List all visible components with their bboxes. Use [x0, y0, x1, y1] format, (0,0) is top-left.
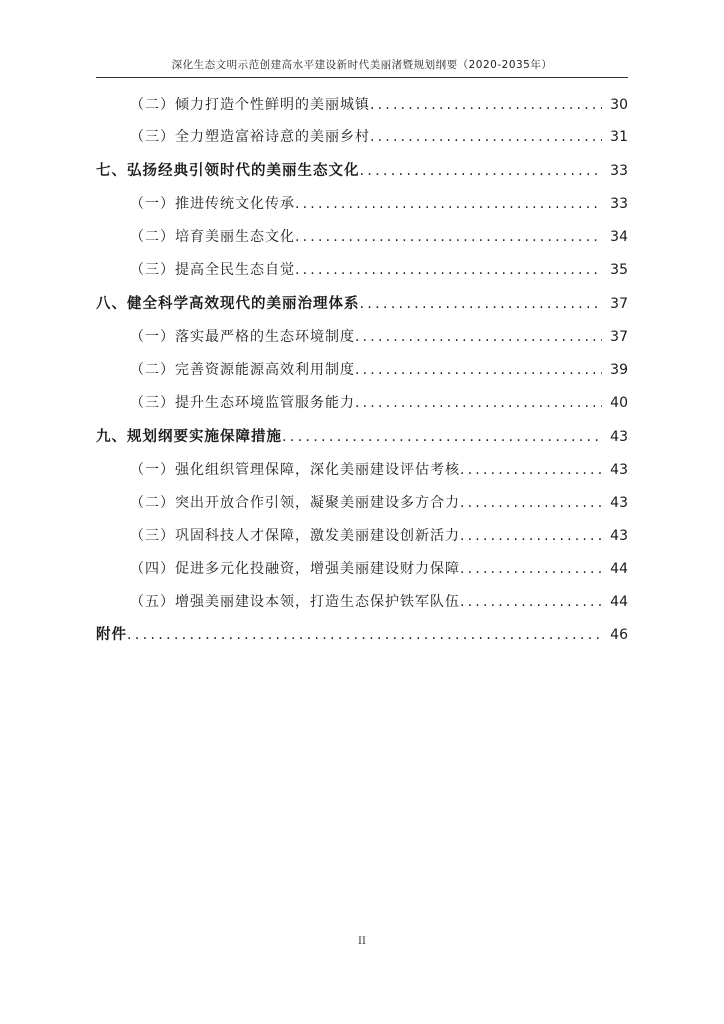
toc-dot-leader: [460, 492, 602, 514]
toc-dot-leader: [370, 94, 602, 116]
toc-entry-label: （四）促进多元化投融资，增强美丽建设财力保障: [130, 561, 460, 577]
toc-entry[interactable]: [130, 259, 628, 281]
toc-entry-page: 44: [610, 594, 628, 610]
toc-dot-leader: [282, 426, 602, 448]
toc-dot-leader: [360, 293, 603, 315]
toc-entry-page: 39: [610, 362, 628, 378]
toc-entry[interactable]: [130, 94, 628, 116]
page-number: II: [358, 936, 366, 947]
toc-entry-label: （二）倾力打造个性鲜明的美丽城镇: [130, 97, 370, 113]
toc-entry-page: 37: [610, 329, 628, 345]
toc-entry[interactable]: [130, 126, 628, 148]
toc-entry-label: （三）全力塑造富裕诗意的美丽乡村: [130, 129, 370, 145]
toc-dot-leader: [295, 259, 602, 281]
toc-entry-page: 43: [610, 495, 628, 511]
toc-entry[interactable]: [130, 193, 628, 215]
toc-entry-page: 40: [610, 395, 628, 411]
toc-dot-leader: [460, 591, 602, 613]
toc-entry-label: （二）完善资源能源高效利用制度: [130, 362, 355, 378]
toc-entry-page: 46: [610, 627, 628, 643]
toc-entry[interactable]: [130, 359, 628, 381]
toc-entry-page: 30: [610, 97, 628, 113]
toc-entry-label: （一）推进传统文化传承: [130, 196, 295, 212]
toc-dot-leader: [370, 126, 602, 148]
toc-dot-leader: [355, 392, 602, 414]
toc-entry-label: （三）巩固科技人才保障，激发美丽建设创新活力: [130, 528, 460, 544]
toc-entry-page: 37: [610, 296, 628, 312]
toc-entry-label: （一）落实最严格的生态环境制度: [130, 329, 355, 345]
toc-entry-page: 44: [610, 561, 628, 577]
toc-dot-leader: [460, 459, 602, 481]
toc-entry-page: 43: [610, 429, 628, 445]
toc-entry-label: （二）突出开放合作引领，凝聚美丽建设多方合力: [130, 495, 460, 511]
toc-entry[interactable]: [130, 226, 628, 248]
toc-dot-leader: [127, 624, 602, 646]
toc-chapter-entry[interactable]: [96, 426, 628, 448]
toc-dot-leader: [295, 193, 602, 215]
toc-entry-label: 八、健全科学高效现代的美丽治理体系: [96, 296, 360, 312]
toc-dot-leader: [355, 359, 602, 381]
toc-entry-page: 35: [610, 262, 628, 278]
toc-dot-leader: [460, 558, 602, 580]
toc-entry-label: 九、规划纲要实施保障措施: [96, 429, 282, 445]
toc-entry[interactable]: [130, 392, 628, 414]
toc-entry[interactable]: [130, 492, 628, 514]
toc-entry-label: （一）强化组织管理保障，深化美丽建设评估考核: [130, 462, 460, 478]
toc-dot-leader: [360, 160, 603, 182]
toc-chapter-entry[interactable]: [96, 293, 628, 315]
toc-entry-label: 七、弘扬经典引领时代的美丽生态文化: [96, 163, 360, 179]
toc-entry-page: 33: [610, 196, 628, 212]
toc-entry-page: 31: [610, 129, 628, 145]
toc-chapter-entry[interactable]: [96, 160, 628, 182]
toc-entry-label: 附件: [96, 627, 127, 643]
toc-dot-leader: [355, 326, 602, 348]
toc-appendix-entry[interactable]: [96, 624, 628, 646]
toc-dot-leader: [295, 226, 602, 248]
toc-entry-page: 43: [610, 462, 628, 478]
toc-entry[interactable]: [130, 326, 628, 348]
toc-entry[interactable]: [130, 591, 628, 613]
toc-entry-label: （二）培育美丽生态文化: [130, 229, 295, 245]
toc-entry[interactable]: [130, 459, 628, 481]
toc-entry-page: 33: [610, 163, 628, 179]
toc-entry-label: （三）提高全民生态自觉: [130, 262, 295, 278]
toc-entry-page: 43: [610, 528, 628, 544]
toc-entry[interactable]: [130, 558, 628, 580]
toc-dot-leader: [460, 525, 602, 547]
header-title: 深化生态文明示范创建高水平建设新时代美丽渚暨规划纲要（2020-2035年）: [171, 59, 553, 71]
toc-entry[interactable]: [130, 525, 628, 547]
toc-entry-page: 34: [610, 229, 628, 245]
toc-entry-label: （五）增强美丽建设本领，打造生态保护铁军队伍: [130, 594, 460, 610]
toc-entry-label: （三）提升生态环境监管服务能力: [130, 395, 355, 411]
